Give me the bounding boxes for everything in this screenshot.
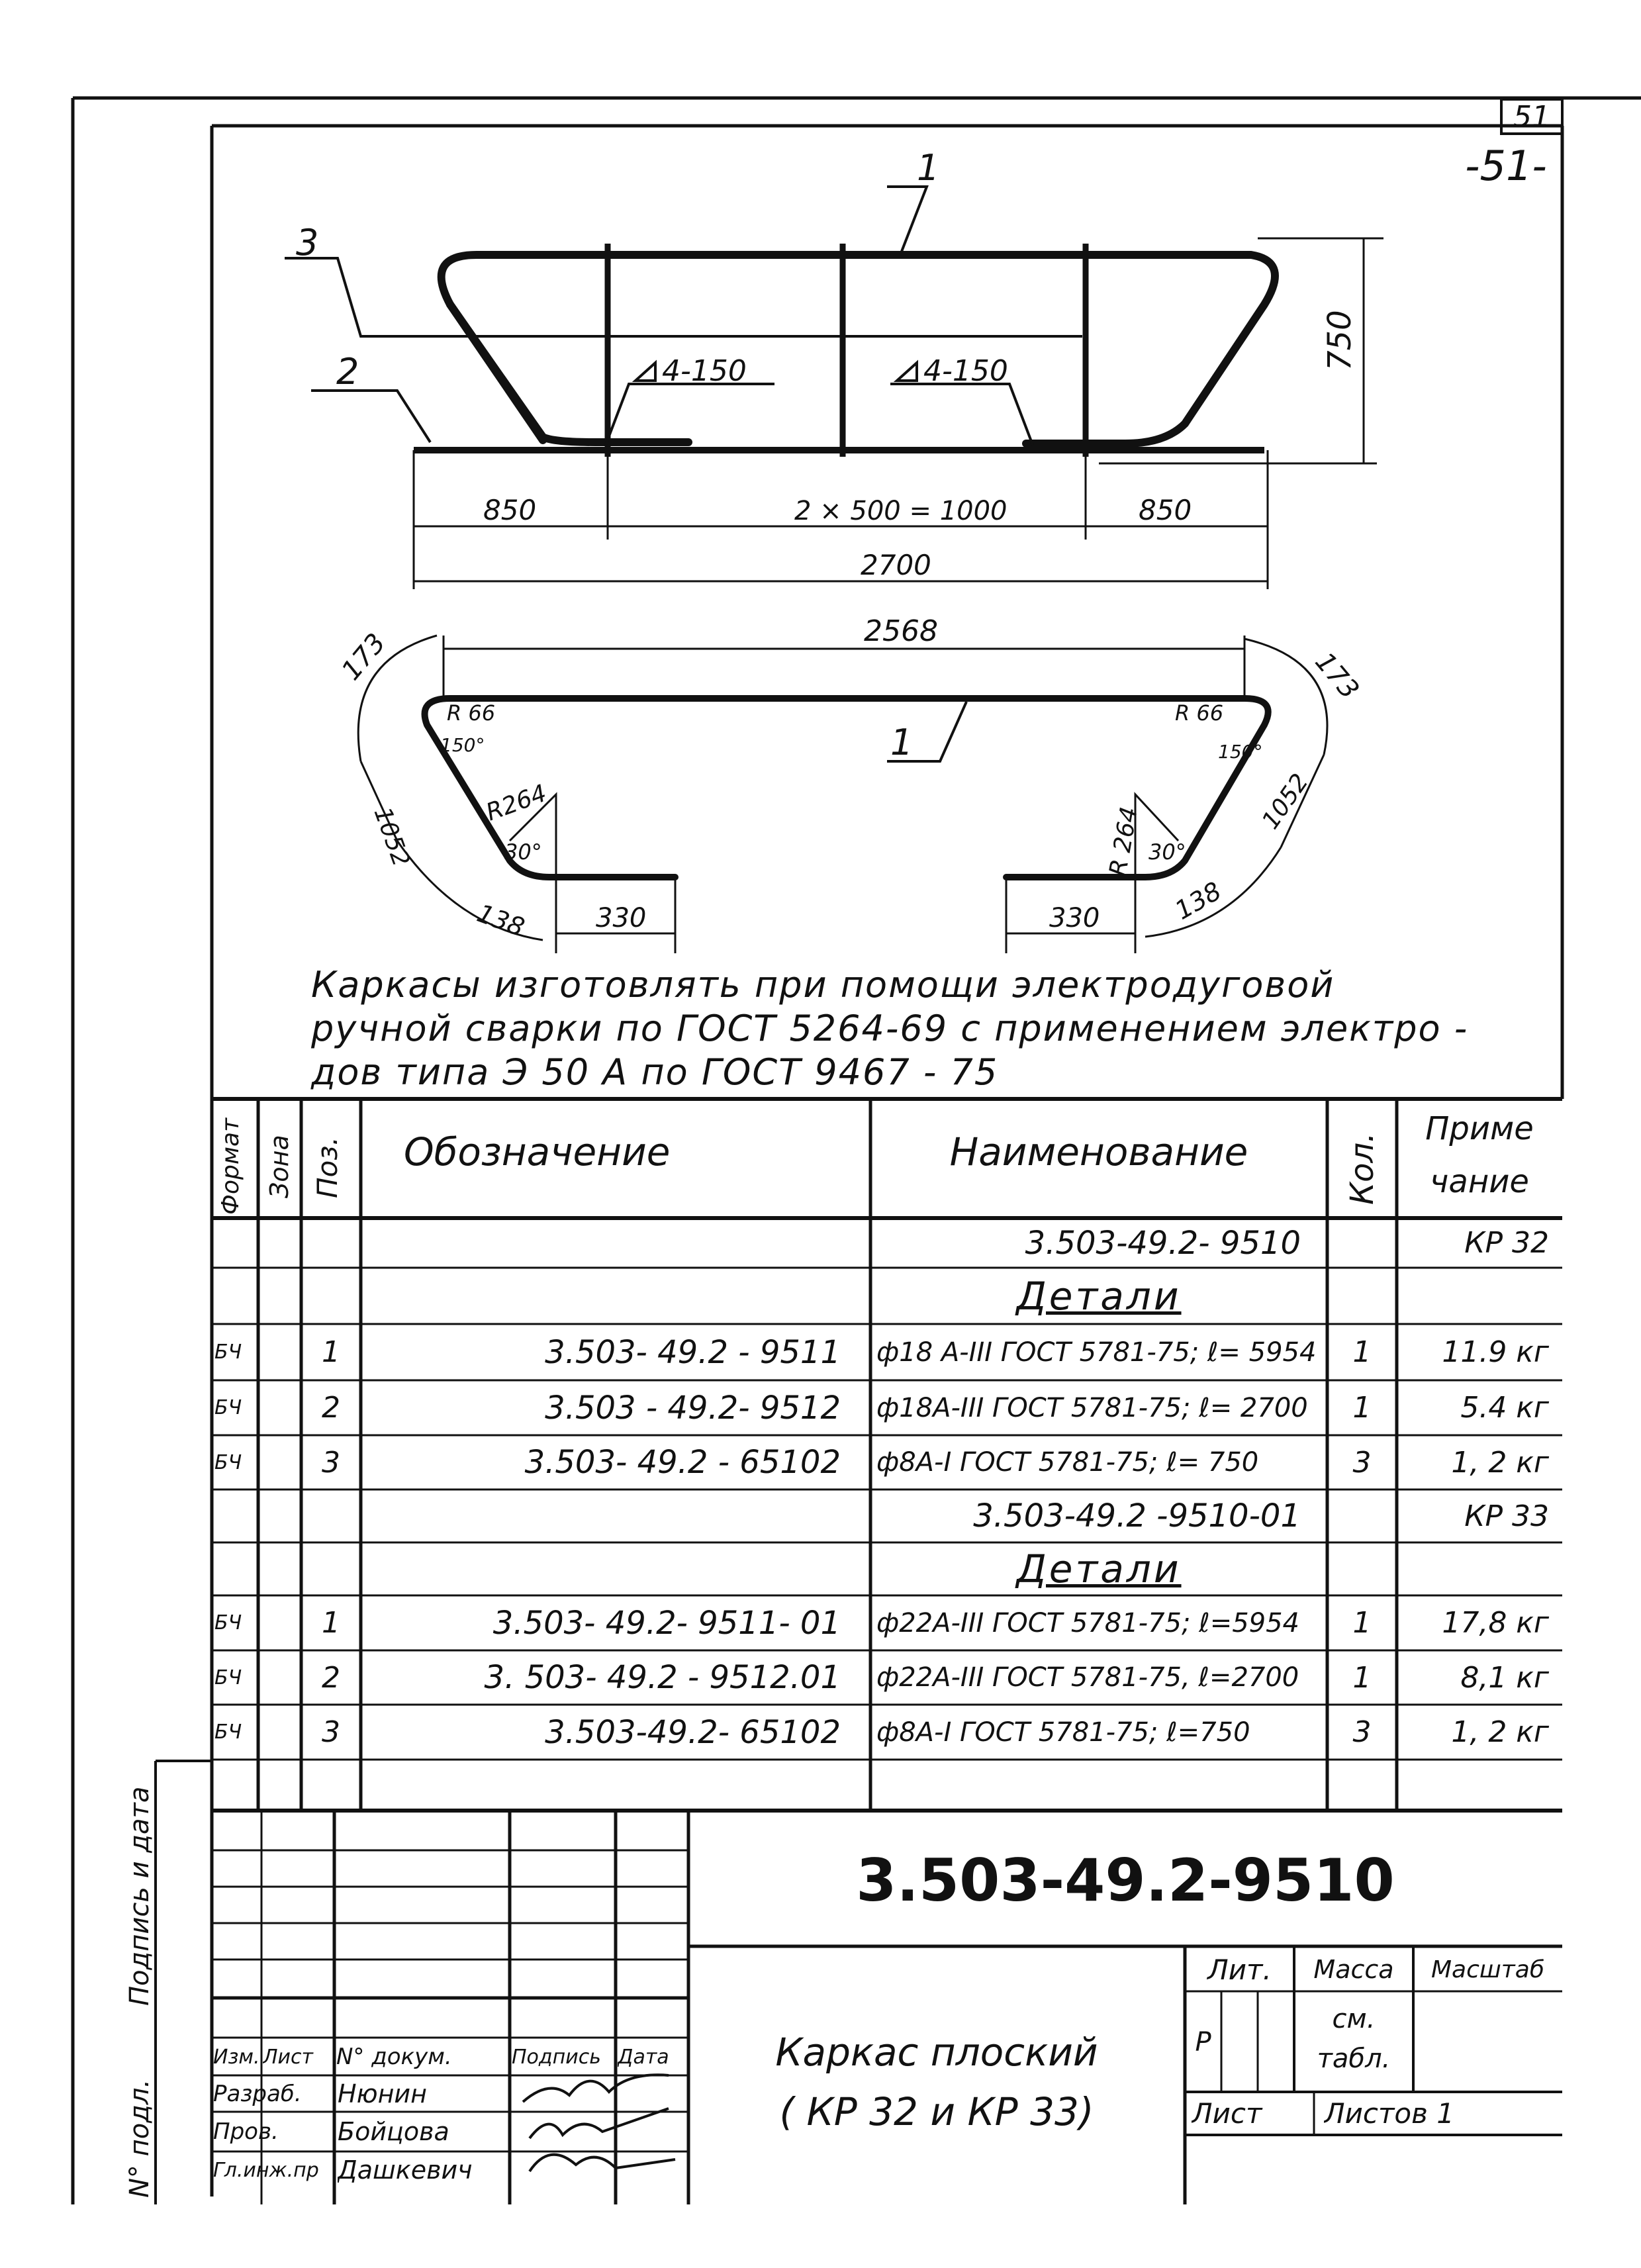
row-format <box>214 1542 257 1595</box>
doc-number: 3.503-49.2-9510 <box>856 1846 1395 1914</box>
note-line-2: ручной сварки по ГОСТ 5264-69 с применением электро - <box>311 1008 1469 1049</box>
dim-left-label: 850 <box>483 494 537 526</box>
row-designation: 3.503-49.2- 65102 <box>545 1713 841 1751</box>
weld-right-label: 4-150 <box>923 354 1008 388</box>
r66-left-label: R 66 <box>447 700 496 726</box>
row-format <box>214 1268 257 1324</box>
row-name: ф8А-I ГОСТ 5781-75; ℓ=750 <box>876 1717 1250 1748</box>
mass-header: Масса <box>1313 1955 1394 1984</box>
row-note: КР 32 <box>1464 1226 1549 1260</box>
slant-right-label: 1052 <box>1256 769 1314 835</box>
dim-right-label: 850 <box>1139 494 1192 526</box>
page-number: -51- <box>1465 141 1547 190</box>
row-format: БЧ <box>214 1721 242 1744</box>
note-line-1: Каркасы изготовлять при помощи электродуговой <box>311 964 1335 1006</box>
row-pos <box>301 1268 361 1324</box>
leg-right-label: 330 <box>1049 903 1100 933</box>
row-designation <box>371 1542 861 1595</box>
role-developer: Разраб. <box>213 2081 302 2107</box>
page-number-box-label: 51 <box>1513 99 1550 134</box>
dim-total-label: 2700 <box>861 549 931 581</box>
dim-2568-label: 2568 <box>864 614 938 648</box>
r66-right-label: R 66 <box>1175 700 1224 726</box>
lit-header: Лит. <box>1207 1953 1272 1986</box>
header-pos: Поз. <box>311 1137 344 1198</box>
row-note: 1, 2 кг <box>1451 1715 1549 1749</box>
angle150-left-label: 150° <box>440 734 485 756</box>
col-list: Лист <box>263 2045 314 2069</box>
callout-pos2: 2 <box>336 351 359 393</box>
role-chief-engineer: Гл.инж.пр <box>213 2158 319 2182</box>
row-format: БЧ <box>214 1341 242 1364</box>
side-sign-date: Подпись и дата <box>124 1786 155 2006</box>
sheets-label: Листов 1 <box>1324 2097 1454 2130</box>
header-format: Формат <box>217 1117 244 1215</box>
row-name: ф22А-III ГОСТ 5781-75, ℓ=2700 <box>876 1662 1299 1693</box>
header-qty: Кол. <box>1344 1132 1381 1205</box>
row-pos <box>301 1218 361 1268</box>
row-designation <box>371 1489 861 1542</box>
row-pos: 3 <box>322 1445 340 1480</box>
arc138-left-label: 138 <box>473 898 529 943</box>
header-note-2: чание <box>1430 1163 1529 1200</box>
row-format: БЧ <box>214 1611 242 1634</box>
row-note: 17,8 кг <box>1442 1606 1549 1640</box>
row-name: Детали <box>1016 1273 1182 1319</box>
height-dim-label: 750 <box>1321 310 1358 371</box>
arc-right-label: 173 <box>1309 646 1365 705</box>
row-qty <box>1327 1218 1397 1268</box>
row-pos: 2 <box>322 1391 340 1425</box>
angle30-right-label: 30° <box>1149 839 1186 865</box>
top-frame-drawing <box>285 187 1383 589</box>
row-pos: 1 <box>322 1606 340 1640</box>
row-designation: 3.503- 49.2- 9511- 01 <box>492 1604 841 1642</box>
lit-value: Р <box>1195 2027 1211 2057</box>
dim-mid-label: 2 × 500 = 1000 <box>794 496 1008 526</box>
row-qty: 3 <box>1352 1715 1372 1749</box>
title-line-2: ( КР 32 и КР 33) <box>779 2089 1094 2134</box>
row-designation: 3.503- 49.2 - 9511 <box>545 1333 841 1371</box>
row-pos: 3 <box>322 1715 340 1749</box>
row-format <box>214 1218 257 1268</box>
sheet-label: Лист <box>1192 2097 1262 2130</box>
col-doc: N° докум. <box>336 2044 452 2070</box>
row-qty: 1 <box>1352 1391 1372 1425</box>
row-qty: 1 <box>1352 1335 1372 1369</box>
row-note: 1, 2 кг <box>1451 1445 1549 1480</box>
row-name: ф18 А-III ГОСТ 5781-75; ℓ= 5954 <box>876 1337 1317 1368</box>
row-name: ф18А-III ГОСТ 5781-75; ℓ= 2700 <box>876 1392 1308 1423</box>
row-note: 5.4 кг <box>1460 1391 1549 1425</box>
note-line-3: дов типа Э 50 А по ГОСТ 9467 - 75 <box>311 1051 999 1093</box>
angle30-left-label: 30° <box>504 839 542 865</box>
col-sign: Подпись <box>512 2045 601 2069</box>
arc-left-label: 173 <box>336 628 392 686</box>
row-name: 3.503-49.2- 9510 <box>1025 1224 1301 1262</box>
arc138-right-label: 138 <box>1170 876 1227 925</box>
header-name: Наименование <box>949 1129 1248 1174</box>
row-designation: 3.503- 49.2 - 65102 <box>524 1444 841 1481</box>
row-pos <box>301 1489 361 1542</box>
r264-left-label: R264 <box>483 779 551 827</box>
r264-right-label: R 264 <box>1104 804 1144 878</box>
row-note: 8,1 кг <box>1460 1660 1549 1695</box>
callout-pos1-top: 1 <box>917 147 940 189</box>
callout-pos1-bottom: 1 <box>890 722 914 763</box>
header-zone: Зона <box>265 1135 294 1198</box>
row-pos <box>301 1542 361 1595</box>
signatures <box>523 2075 675 2171</box>
leg-left-label: 330 <box>596 903 647 933</box>
row-qty <box>1327 1268 1397 1324</box>
row-format: БЧ <box>214 1666 242 1689</box>
row-qty <box>1327 1489 1397 1542</box>
row-designation: 3.503 - 49.2- 9512 <box>545 1389 841 1427</box>
row-qty: 1 <box>1352 1660 1372 1695</box>
row-note: 11.9 кг <box>1442 1335 1549 1369</box>
scale-header: Масштаб <box>1430 1956 1545 1983</box>
col-date: Дата <box>618 2045 669 2069</box>
row-format: БЧ <box>214 1396 242 1419</box>
row-pos: 1 <box>322 1335 340 1369</box>
row-qty: 1 <box>1352 1606 1372 1640</box>
row-format: БЧ <box>214 1450 242 1474</box>
angle150-right-label: 150° <box>1218 741 1263 763</box>
weld-left-label: 4-150 <box>662 354 747 388</box>
name-developer: Нюнин <box>338 2079 427 2108</box>
name-chief-engineer: Дашкевич <box>338 2155 473 2185</box>
row-designation <box>371 1268 861 1324</box>
row-pos: 2 <box>322 1660 340 1695</box>
fabrication-note <box>311 963 1569 1094</box>
mass-value-1: см. <box>1332 2004 1376 2034</box>
row-designation <box>371 1218 861 1268</box>
row-name: Детали <box>1016 1546 1182 1591</box>
row-designation: 3. 503- 49.2 - 9512.01 <box>484 1659 841 1696</box>
row-qty <box>1327 1542 1397 1595</box>
row-name: ф8А-I ГОСТ 5781-75; ℓ= 750 <box>876 1447 1259 1478</box>
header-designation: Обозначение <box>404 1129 671 1174</box>
title-line-1: Каркас плоский <box>775 2030 1098 2075</box>
row-note <box>1397 1268 1562 1324</box>
row-qty: 3 <box>1352 1445 1372 1480</box>
side-inv-no: N° подл. <box>124 2079 155 2198</box>
mass-value-2: табл. <box>1317 2044 1391 2074</box>
row-name: ф22А-III ГОСТ 5781-75; ℓ=5954 <box>876 1607 1300 1638</box>
col-izm: Изм. <box>213 2045 260 2069</box>
name-checker: Бойцова <box>338 2117 449 2146</box>
row-note <box>1397 1542 1562 1595</box>
slant-left-label: 1052 <box>368 804 415 871</box>
callout-pos3: 3 <box>296 222 319 263</box>
row-note: КР 33 <box>1464 1499 1549 1533</box>
row-format <box>214 1489 257 1542</box>
role-checker: Пров. <box>213 2118 279 2145</box>
header-note-1: Приме <box>1425 1110 1534 1147</box>
row-name: 3.503-49.2 -9510-01 <box>973 1497 1301 1535</box>
